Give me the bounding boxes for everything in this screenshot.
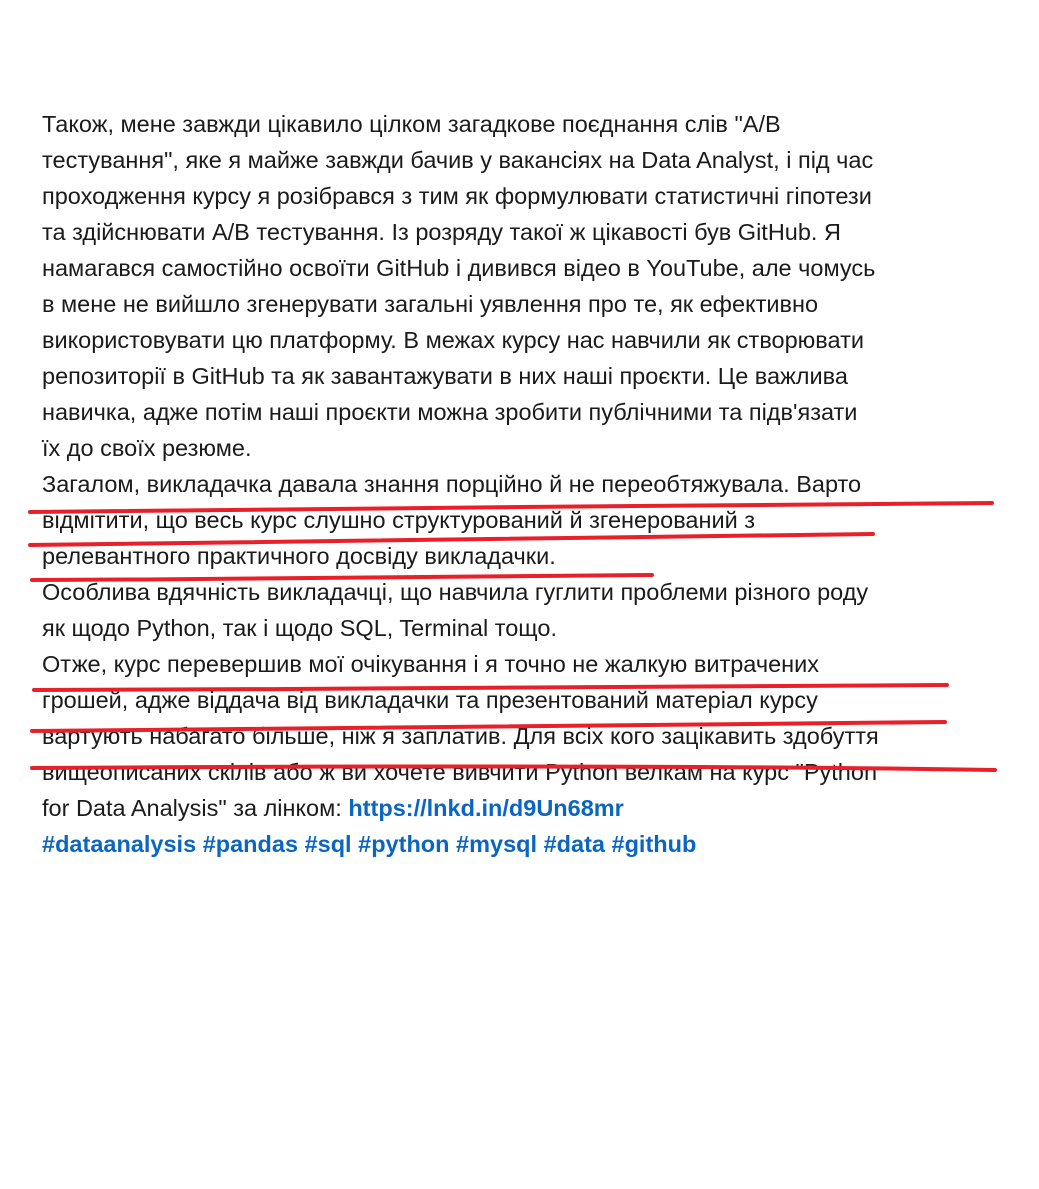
text-line: навичка, адже потім наші проєкти можна зробити публічними та підв'язати (42, 399, 858, 425)
hashtag-link[interactable]: #data (543, 831, 605, 857)
hashtag-link[interactable]: #github (611, 831, 697, 857)
highlighted-text-line: Отже, курс перевершив мої очікування і я точно не жалкую витрачених (42, 651, 820, 677)
link-line (42, 790, 1012, 826)
text-line: в мене не вийшло згенерувати загальні уявлення про те, як ефективно (42, 291, 819, 317)
hashtag-link[interactable]: #sql (304, 831, 352, 857)
highlighted-text-line: Загалом, викладачка давала знання порційно й не переобтяжувала. Варто (42, 471, 862, 497)
text-line: проходження курсу я розібрався з тим як формулювати статистичні гіпотези (42, 183, 872, 209)
text-line: Також, мене завжди цікавило цілком загадкове поєднання слів "A/B (42, 111, 781, 137)
text-line: їх до своїх резюме. (42, 435, 252, 461)
paragraph-teacher-structure (42, 466, 1012, 574)
text-line: намагався самостійно освоїти GitHub і дивився відео в YouTube, але чомусь (42, 255, 876, 281)
hashtag-link[interactable]: #pandas (202, 831, 299, 857)
post-body (42, 106, 1012, 862)
text-line: тестування", яке я майже завжди бачив у вакансіях на Data Analyst, і під час (42, 147, 874, 173)
highlighted-text-line: відмітити, що весь курс слушно структурований й згенерований з (42, 507, 756, 533)
text-line: як щодо Python, так і щодо SQL, Terminal тощо. (42, 615, 557, 641)
hashtag-link[interactable]: #mysql (456, 831, 538, 857)
text-line: Особлива вдячність викладачці, що навчила гуглити проблеми різного роду (42, 579, 869, 605)
paragraph-conclusion (42, 646, 1012, 826)
text-line: вищеописаних скілів або ж ви хочете вивчити Python велкам на курс "Python (42, 759, 878, 785)
hashtag-link[interactable]: #python (358, 831, 450, 857)
text-line: репозиторії в GitHub та як завантажувати в них наші проєкти. Це важлива (42, 363, 848, 389)
highlighted-text-line: релевантного практичного досвіду викладачки. (42, 543, 556, 569)
text-line: та здійснювати A/B тестування. Із розряду такої ж цікавості був GitHub. Я (42, 219, 841, 245)
hashtag-list (42, 826, 1012, 862)
paragraph-ab-testing-github (42, 106, 1012, 466)
highlighted-text-line: грошей, адже віддача від викладачки та презентований матеріал курсу (42, 687, 818, 713)
hashtag-link[interactable]: #dataanalysis (42, 831, 197, 857)
course-link[interactable]: https://lnkd.in/d9Un68mr (348, 795, 624, 821)
highlighted-text-line: вартують набагато більше, ніж я заплатив. Для всіх кого зацікавить здобуття (42, 723, 879, 749)
text-line: використовувати цю платформу. В межах курсу нас навчили як створювати (42, 327, 864, 353)
link-prefix: for Data Analysis" за лінком: (42, 795, 349, 821)
paragraph-gratitude (42, 574, 1012, 646)
